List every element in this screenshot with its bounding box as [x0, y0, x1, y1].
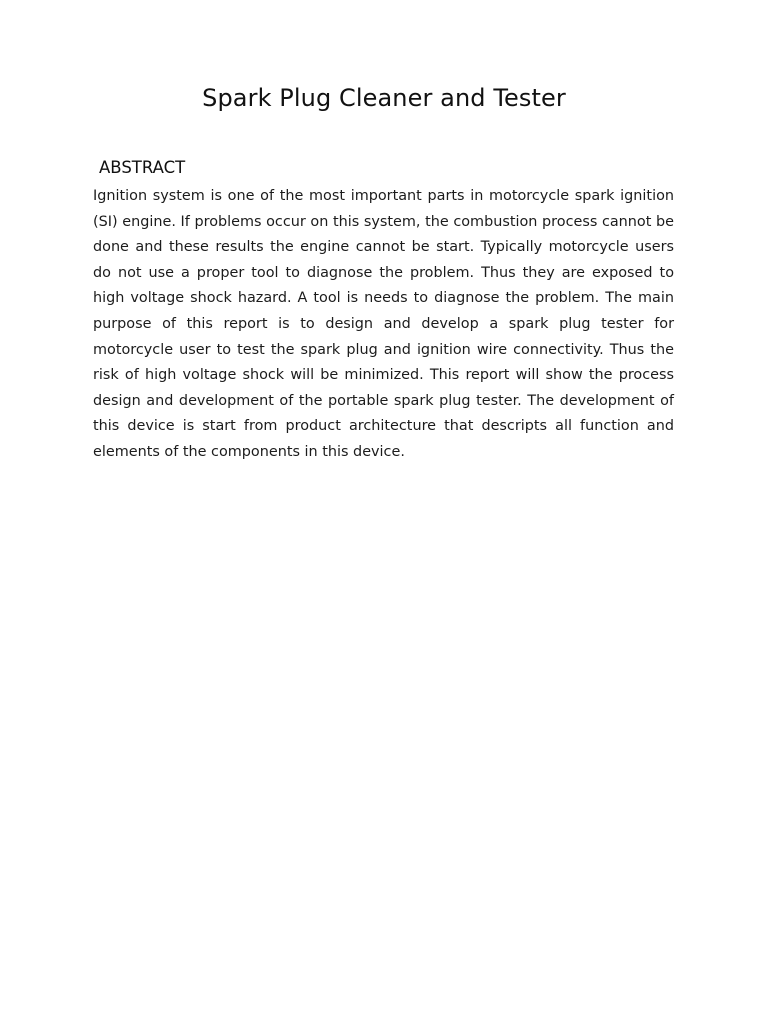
document-title: Spark Plug Cleaner and Tester — [202, 84, 566, 112]
abstract-heading: ABSTRACT — [99, 158, 186, 177]
abstract-paragraph: Ignition system is one of the most important parts in motorcycle spark ignition (SI) engine. If problems occur on this system, the combustion process cannot be done and these results the engine cannot be start. Typically motorcycle users do not use a proper tool to diagnose the problem. Thus they are exposed to high voltage shock hazard. A tool is needs to diagnose the problem. The main purpose of this report is to design and develop a spark plug tester for motorcycle user to test the spark plug and ignition wire connectivity. Thus the risk of high voltage shock will be minimized. This report will show the process design and development of the portable spark plug tester. The development of this device is start from product architecture that descripts all function and elements of the components in this device. — [93, 188, 674, 460]
